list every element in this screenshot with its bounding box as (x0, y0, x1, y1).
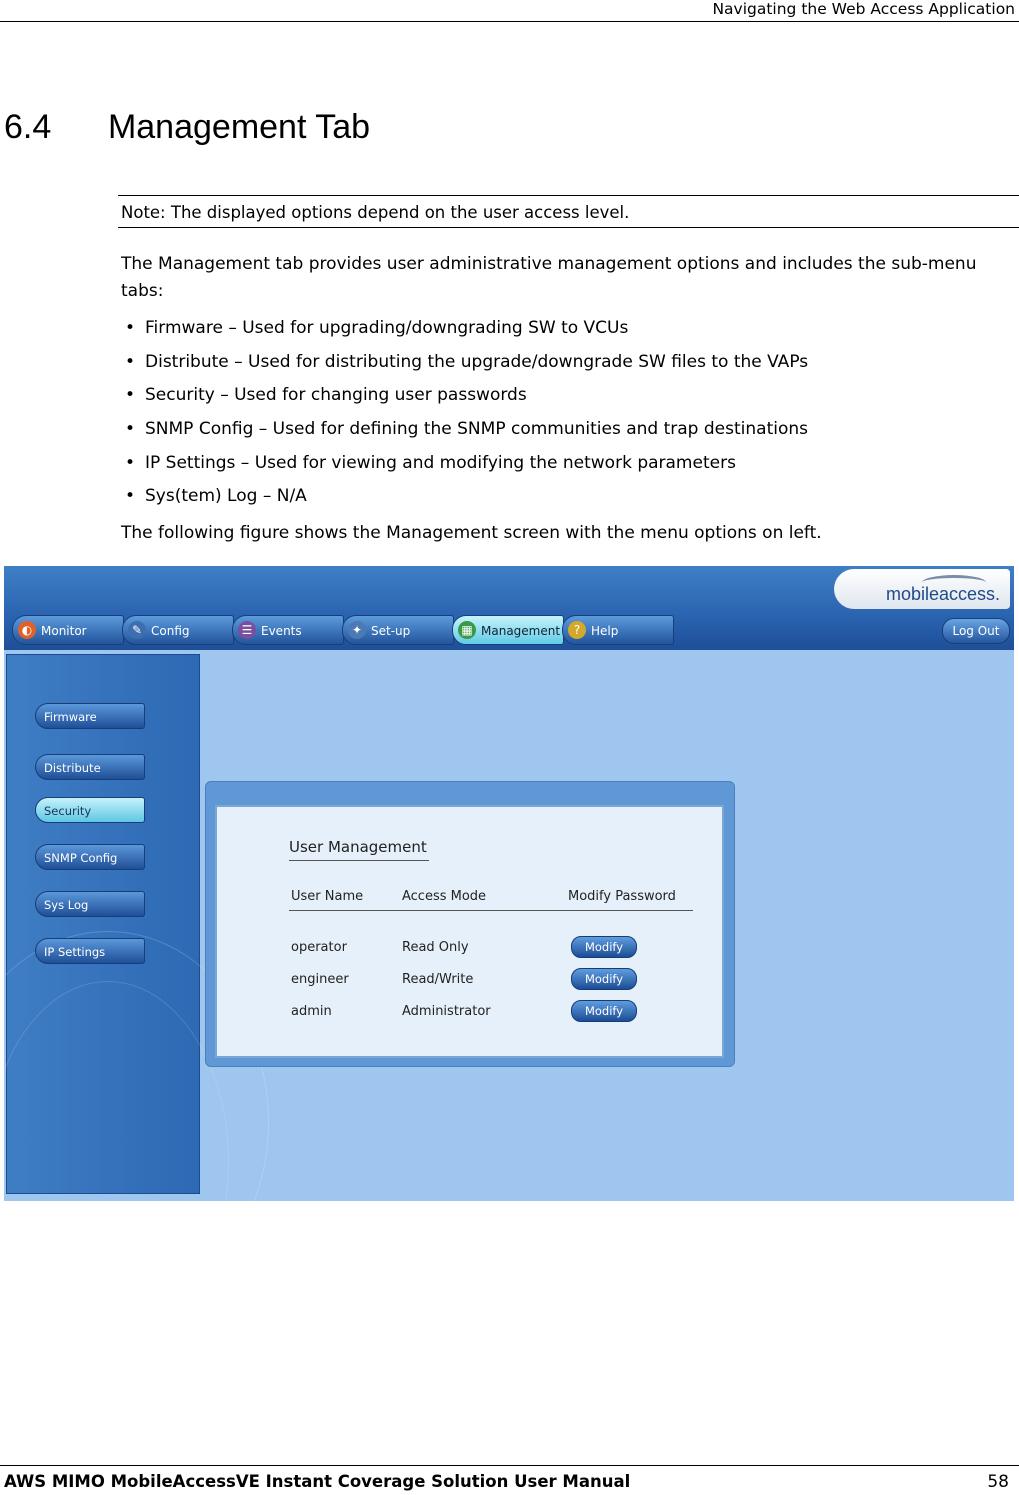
tab-label: Help (591, 624, 619, 638)
access-mode-cell: Read/Write (402, 972, 474, 987)
header-divider (289, 910, 693, 911)
list-item: • Distribute – Used for distributing the upgrade/downgrade SW files to the VAPs (121, 349, 808, 383)
management-screenshot (4, 566, 1014, 1201)
modify-button[interactable]: Modify (571, 1000, 637, 1022)
setup-icon: ✦ (348, 621, 366, 639)
help-icon: ? (568, 621, 586, 639)
sidebar-item-sys-log[interactable]: Sys Log (35, 891, 145, 917)
sidebar-item-snmp-config[interactable]: SNMP Config (35, 844, 145, 870)
management-icon: ▦ (458, 621, 476, 639)
figure-caption: The following figure shows the Management screen with the menu options on left. (121, 523, 822, 543)
logo-swoosh-icon (922, 575, 986, 590)
access-mode-cell: Read Only (402, 940, 469, 955)
tab-label: Config (151, 624, 190, 638)
column-header-access-mode: Access Mode (402, 889, 487, 904)
title-underline (289, 860, 429, 861)
section-number: 6.4 (4, 108, 52, 146)
list-item: • SNMP Config – Used for defining the SNMP communities and trap destinations (121, 416, 808, 450)
user-name-cell: admin (291, 1004, 332, 1019)
mobileaccess-logo (834, 569, 1010, 609)
modify-button[interactable]: Modify (571, 968, 637, 990)
column-header-user-name: User Name (291, 889, 364, 904)
list-item: • Security – Used for changing user passwords (121, 382, 808, 416)
management-sidebar (6, 654, 200, 1194)
tab-monitor[interactable] (12, 615, 124, 645)
column-header-modify-password: Modify Password (568, 889, 676, 904)
access-mode-cell: Administrator (402, 1004, 491, 1019)
sidebar-item-firmware[interactable]: Firmware (35, 703, 145, 729)
tab-label: Monitor (41, 624, 87, 638)
logo-text: mobileaccess. (885, 584, 1000, 604)
note-box (118, 195, 1019, 228)
tab-events[interactable] (232, 615, 344, 645)
intro-paragraph: The Management tab provides user administrative management options and includes the sub-menu tabs: (121, 254, 977, 301)
top-nav-bar (4, 566, 1014, 650)
user-management-panel (205, 781, 735, 1067)
user-name-cell: engineer (291, 972, 349, 987)
list-item: • Firmware – Used for upgrading/downgrading SW to VCUs (121, 315, 808, 349)
list-item: • IP Settings – Used for viewing and modifying the network parameters (121, 450, 808, 484)
wrench-icon: ✎ (128, 621, 146, 639)
page-number: 58 (987, 1472, 1009, 1492)
user-name-cell: operator (291, 940, 347, 955)
header-rule (0, 21, 1019, 22)
modify-button[interactable]: Modify (571, 936, 637, 958)
panel-title: User Management (289, 838, 427, 856)
logout-button[interactable]: Log Out (942, 618, 1010, 644)
user-management-content (215, 805, 724, 1058)
tab-config[interactable] (122, 615, 234, 645)
running-header: Navigating the Web Access Application (712, 0, 1015, 18)
tab-setup[interactable] (342, 615, 454, 645)
tab-label: Management (481, 624, 561, 638)
tab-management[interactable] (452, 615, 564, 645)
tab-label: Set-up (371, 624, 411, 638)
monitor-icon: ◐ (18, 621, 36, 639)
section-title (4, 108, 370, 147)
note-text: Note: The displayed options depend on the user access level. (121, 203, 630, 222)
footer-rule (0, 1465, 1019, 1466)
list-item: • Sys(tem) Log – N/A (121, 483, 808, 517)
section-title-text: Management Tab (107, 108, 371, 146)
tab-help[interactable] (562, 615, 674, 645)
sidebar-item-ip-settings[interactable]: IP Settings (35, 938, 145, 964)
submenu-list (121, 315, 808, 517)
tab-label: Events (261, 624, 302, 638)
footer-manual-title: AWS MIMO MobileAccessVE Instant Coverage Solution User Manual (4, 1472, 631, 1491)
events-icon: ☰ (238, 621, 256, 639)
sidebar-item-distribute[interactable]: Distribute (35, 754, 145, 780)
sidebar-item-security[interactable]: Security (35, 797, 145, 823)
